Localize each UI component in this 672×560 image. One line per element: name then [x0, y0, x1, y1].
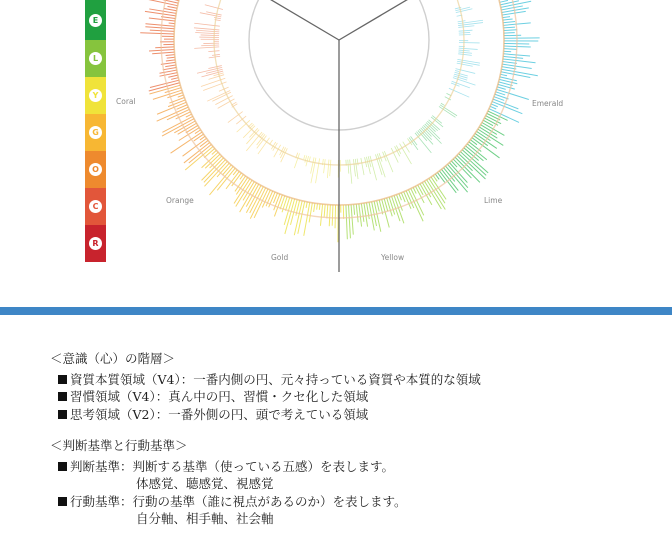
wheel-spike [169, 23, 175, 24]
wheel-spike [361, 158, 364, 175]
wheel-spike [459, 30, 473, 31]
wheel-spike [460, 152, 486, 176]
wheel-spike [457, 155, 473, 170]
wheel-spike [455, 70, 459, 71]
wheel-spike [316, 158, 320, 183]
wheel-spike [504, 27, 515, 28]
wheel-spike [179, 128, 199, 141]
wheel-spike [161, 17, 175, 19]
wheel-spike [353, 159, 355, 176]
wheel-spike [369, 202, 374, 230]
wheel-spike [458, 52, 472, 53]
wheel-spike [165, 65, 176, 67]
wheel-spike [503, 56, 523, 58]
wheel-spike [200, 13, 221, 17]
wheel-spike [504, 51, 512, 52]
wheel-spike [212, 150, 217, 154]
wheel-spike [377, 201, 380, 212]
wheel-spike [196, 30, 219, 32]
wheel-spike [437, 172, 444, 182]
wheel-spike [167, 57, 175, 58]
wheel-spike [304, 155, 305, 159]
wheel-spike [500, 0, 508, 2]
wheel-spike [320, 204, 322, 226]
wheel-spike [306, 202, 307, 208]
wheel-spike [330, 160, 331, 176]
wheel-spike [423, 125, 441, 143]
wheel-spike [502, 17, 510, 18]
wheel-spike [166, 55, 175, 56]
wheel-spike [234, 179, 250, 204]
label-yellow: Yellow [381, 253, 405, 262]
bullet-square-icon [58, 462, 67, 471]
color-seg-letter: Y [89, 89, 102, 102]
wheel-spike [366, 157, 370, 174]
wheel-spike [490, 106, 496, 109]
bullet-square-icon [58, 410, 67, 419]
wheel-spike [171, 78, 178, 80]
wheel-spike [351, 205, 353, 235]
wheel-spike [201, 45, 219, 46]
wheel-spike [246, 130, 259, 144]
wheel-spike [168, 75, 177, 77]
wheel-spike [324, 204, 325, 217]
wheel-spike [429, 178, 445, 203]
wheel-spike [174, 121, 195, 133]
wheel-spike [212, 54, 220, 55]
wheel-spike [162, 116, 192, 132]
wheel-spike [167, 6, 177, 8]
bullet-square-icon [58, 375, 67, 384]
wheel-spike [441, 103, 445, 105]
wheel-spike [155, 47, 174, 48]
wheel-spike [457, 61, 480, 65]
wheel-spike [501, 1, 531, 7]
wheel-spike [458, 54, 472, 56]
wheel-spike [195, 32, 219, 33]
bullet-square-icon [58, 497, 67, 506]
wheel-spike [201, 35, 219, 36]
wheel-spike [408, 190, 423, 222]
wheel-spike [250, 188, 265, 219]
label-emerald: Emerald [532, 99, 564, 108]
wheel-spike [496, 92, 505, 95]
wheel-spike [418, 185, 423, 195]
wheel-axes [268, 0, 410, 272]
wheel-spike [163, 68, 177, 70]
color-seg-letter: R [89, 237, 102, 250]
wheel-spike [356, 204, 358, 222]
wheel-spike [319, 204, 320, 210]
wheel-spike [304, 202, 310, 235]
wheel-spike [409, 137, 418, 149]
wheel-spike [387, 198, 393, 216]
wheel-spike [456, 9, 473, 13]
wheel-spike [194, 47, 219, 48]
wheel-spike [205, 5, 223, 10]
wheel-spike [478, 129, 503, 145]
wheel-spike [147, 0, 178, 6]
wheel-spike [157, 107, 189, 121]
label-lime: Lime [484, 196, 503, 205]
wheel-spike [483, 120, 493, 125]
wheel-spike [209, 75, 225, 80]
wheel-spike [359, 204, 362, 227]
consciousness-item-1: 資質本質領域（V4）：一番内側の円、元々持っている資質や本質的な領域 [58, 371, 650, 389]
consciousness-heading: ＜意識（心）の階層＞ [50, 351, 176, 366]
wheel-spike [329, 205, 330, 226]
wheel-spike [504, 49, 517, 50]
criteria-heading: ＜判断基準と行動基準＞ [50, 438, 188, 453]
wheel-spike [459, 48, 478, 49]
wheel-spike [503, 62, 517, 64]
wheel-spike [454, 76, 468, 80]
wheel-spike [209, 56, 220, 58]
wheel-spike [455, 72, 468, 76]
wheel-spike [455, 7, 470, 11]
color-seg-letter: O [89, 163, 102, 176]
wheel-spike [348, 205, 350, 239]
wheel-spike [348, 160, 349, 174]
wheel-spike [140, 33, 174, 34]
wheel-spike [503, 21, 515, 22]
wheel-spike [150, 30, 174, 31]
wheel-spike [240, 174, 243, 179]
wheel-spike [399, 194, 402, 200]
wheel-spike [152, 52, 174, 54]
wheel-spike [413, 187, 416, 193]
wheel-spike [361, 203, 364, 221]
wheel-spike [327, 160, 329, 178]
judgment-senses: 体感覚、聴感覚、視感覚 [136, 476, 274, 491]
wheel-spike [145, 24, 174, 26]
wheel-spike [367, 203, 370, 219]
wheel-axis-line [339, 0, 410, 40]
wheel-spike [350, 160, 352, 184]
wheel-axis-line [268, 0, 339, 40]
wheel-spike [346, 205, 347, 239]
wheel-spike [454, 74, 467, 78]
wheel-spike [501, 72, 530, 78]
wheel-spike [200, 140, 208, 146]
notes-section [50, 350, 650, 528]
wheel-spike [254, 189, 268, 218]
wheel-spike [194, 134, 204, 141]
wheel-spike [200, 136, 205, 140]
consciousness-item-3: 思考領域（V2）：一番外側の円、頭で考えている領域 [58, 406, 650, 424]
wheel-spike [214, 18, 221, 19]
wheel-spike [491, 104, 498, 107]
wheel-spike [496, 89, 528, 99]
action-criteria: 行動基準：行動の基準（誰に視点があるのか）を表します。 [58, 493, 650, 511]
wheel-spike [354, 204, 355, 214]
wheel-spikes [140, 0, 539, 242]
wheel-spike [164, 9, 177, 11]
wheel-spike [324, 159, 326, 173]
wheel-spike [186, 114, 192, 117]
wheel-spike [166, 60, 175, 61]
judgment-criteria: 判断基準：判断する基準（使っている五感）を表します。 [58, 458, 650, 476]
wheel-spike [495, 94, 509, 99]
wheel-spike [504, 30, 517, 31]
wheel-spike [439, 171, 456, 193]
wheel-spike [332, 205, 333, 226]
wheel-spike [389, 197, 395, 214]
wheel-spike [458, 26, 474, 28]
bullet-square-icon [58, 392, 67, 401]
wheel-spike [317, 204, 318, 210]
wheel-spike [314, 203, 315, 212]
wheel-spike [497, 87, 505, 90]
wheel-spike [503, 19, 513, 20]
label-orange: Orange [166, 196, 194, 205]
wheel-spike [458, 21, 466, 22]
color-seg-letter: L [89, 52, 102, 65]
label-coral: Coral [116, 97, 136, 106]
action-axes: 自分軸、相手軸、社会軸 [136, 511, 274, 526]
label-gold: Gold [271, 253, 289, 262]
color-seg-letter: C [89, 200, 102, 213]
wheel-spike [420, 184, 432, 205]
wheel-spike [206, 69, 223, 73]
wheel-spike [457, 59, 480, 63]
color-seg-letter: G [89, 126, 102, 139]
wheel-spike [178, 95, 184, 97]
wheel-spike [145, 27, 174, 29]
color-seg-letter: E [89, 14, 102, 27]
consciousness-item-2: 習慣領域（V4）：真ん中の円、習慣・クセ化した領域 [58, 388, 650, 406]
wheel-spike [500, 74, 507, 75]
wheel-spike [305, 156, 307, 163]
wheel-spike [194, 23, 219, 26]
wheel-spike [194, 28, 219, 30]
section-divider [0, 307, 672, 315]
wheel-spike [327, 205, 328, 219]
